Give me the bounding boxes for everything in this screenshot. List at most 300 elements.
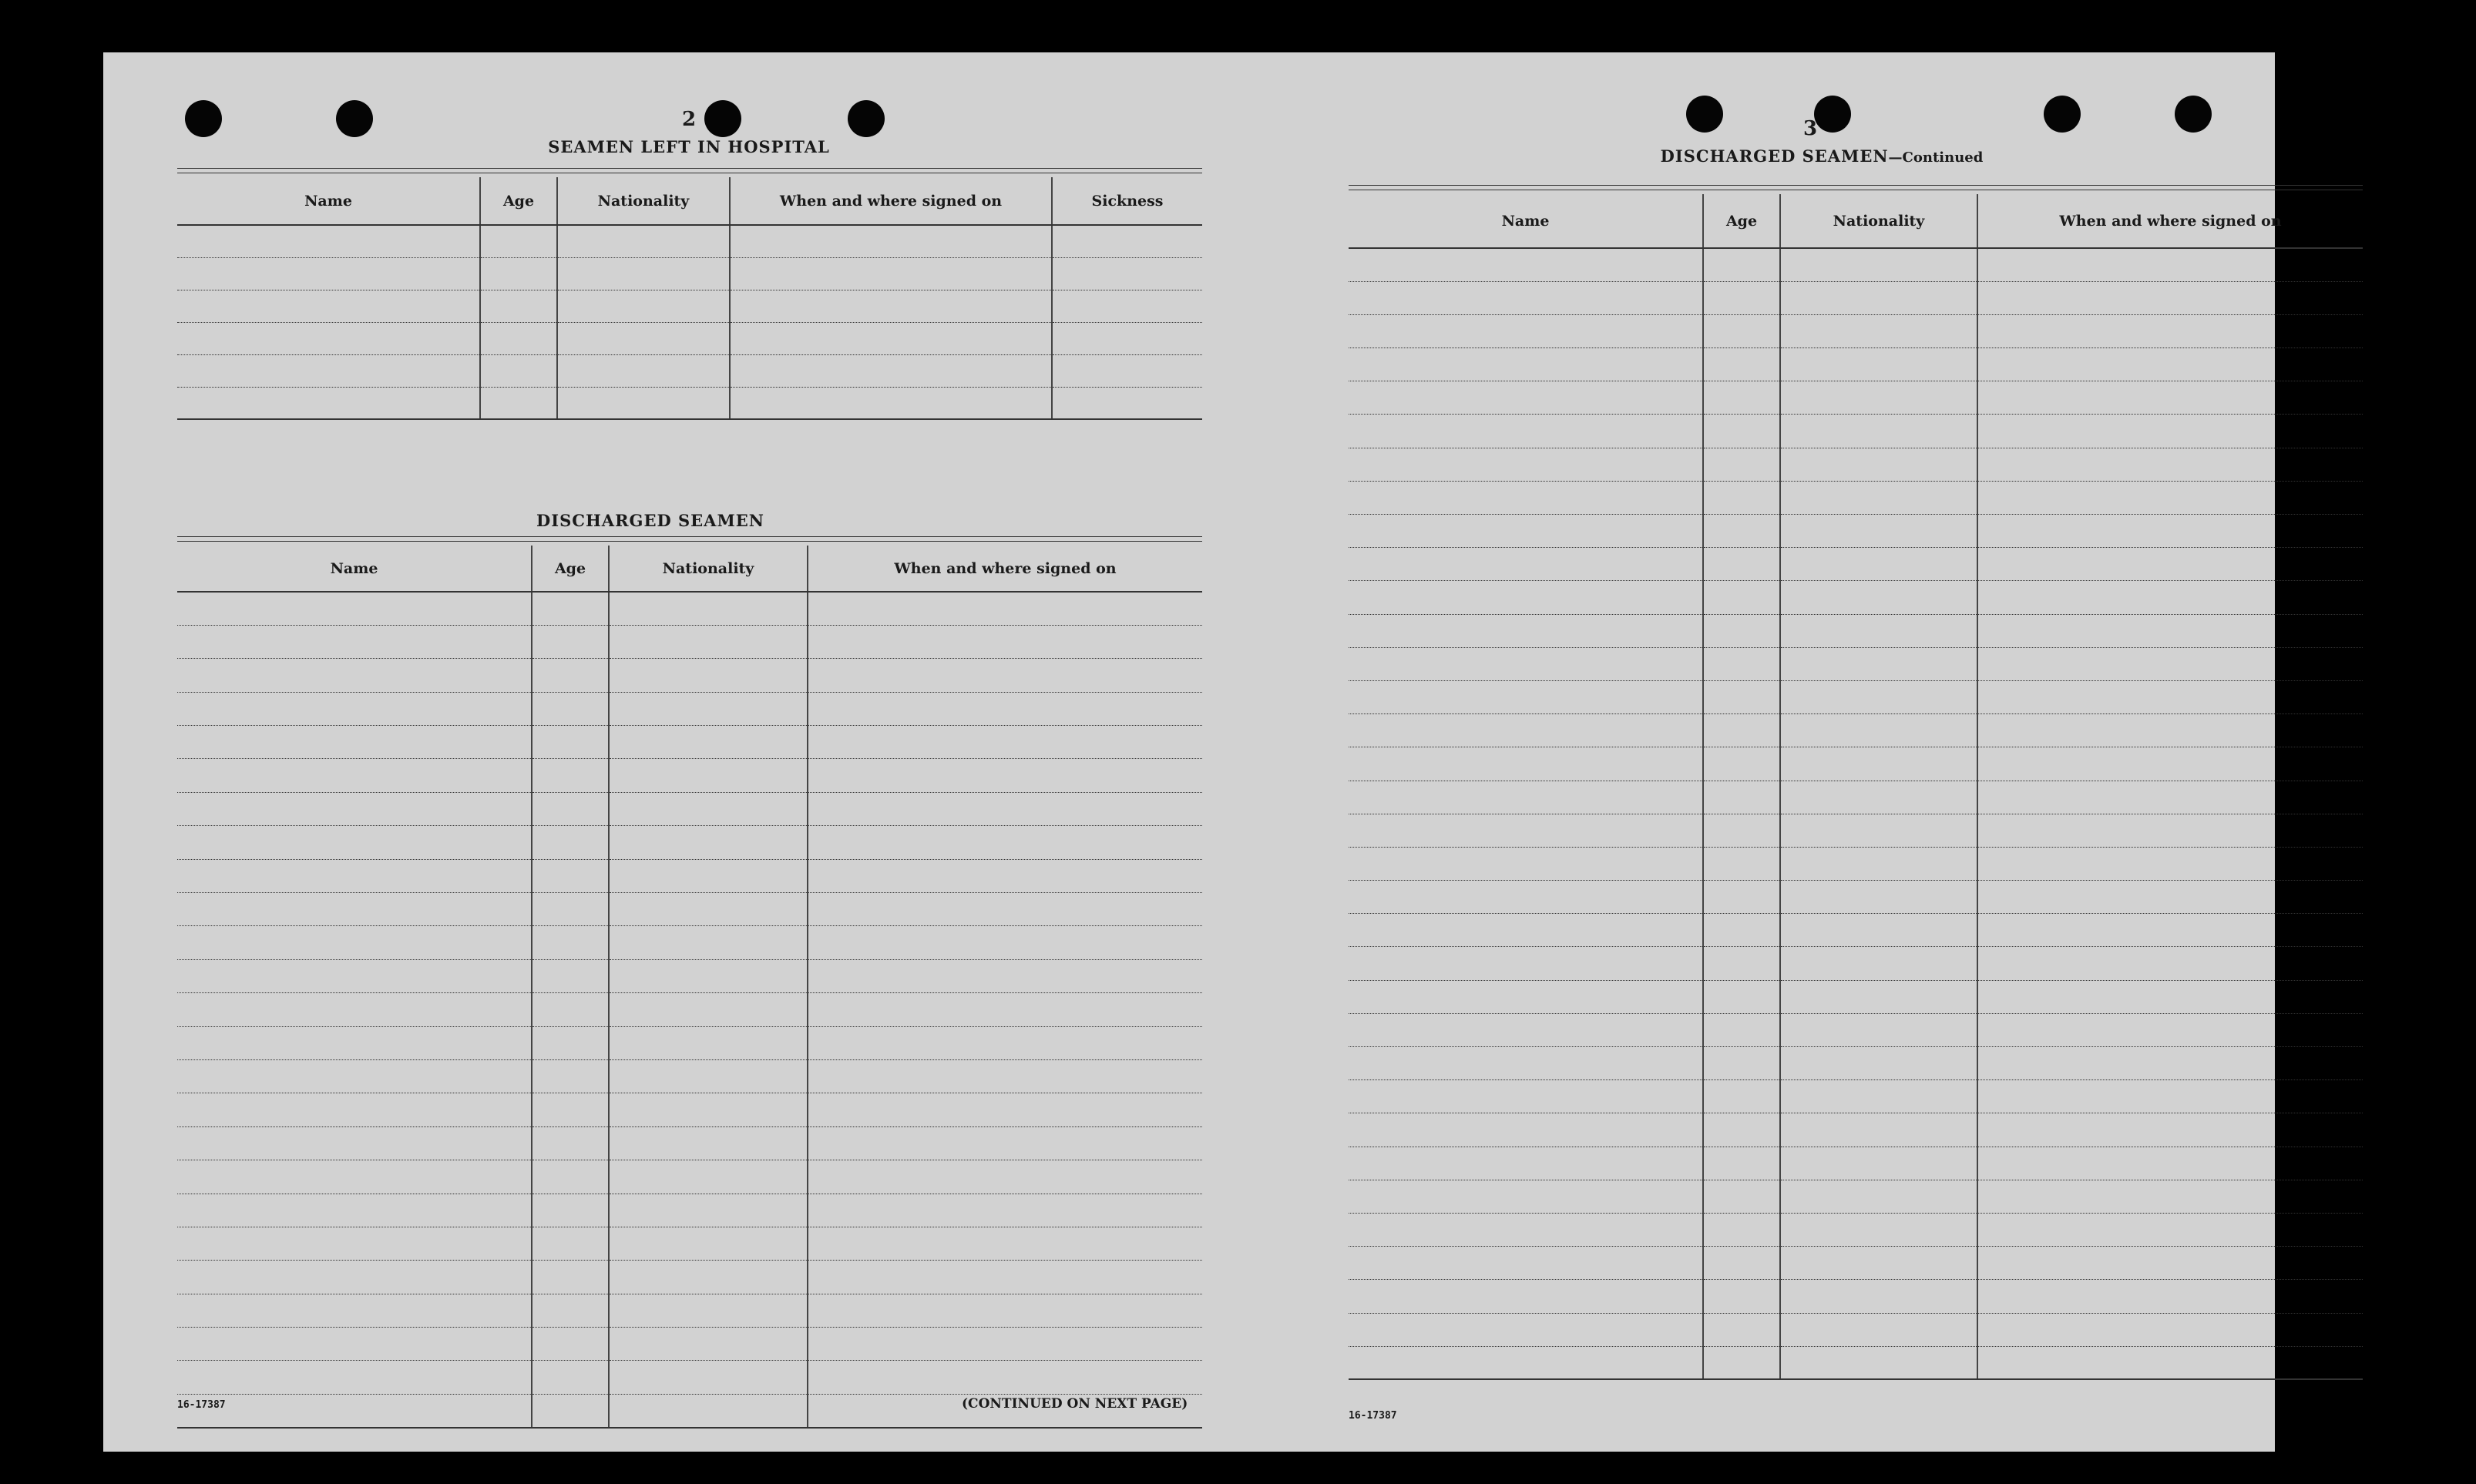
blank-cell (1780, 1180, 1977, 1213)
blank-cell (1349, 515, 1703, 548)
table-row (177, 859, 1202, 892)
blank-cell (1349, 1280, 1703, 1313)
blank-cell (808, 625, 1202, 658)
blank-cell (480, 257, 557, 290)
blank-cell (730, 257, 1052, 290)
blank-cell (609, 959, 808, 992)
blank-cell (177, 1227, 532, 1260)
blank-cell (480, 290, 557, 322)
blank-cell (1977, 1280, 2363, 1313)
table-row (177, 826, 1202, 859)
blank-cell (808, 826, 1202, 859)
blank-cell (1977, 1180, 2363, 1213)
table-row (1349, 381, 2363, 415)
blank-cell (532, 993, 609, 1026)
table-row (177, 1227, 1202, 1260)
table-row (177, 759, 1202, 792)
table-row (1349, 781, 2363, 814)
blank-cell (1780, 614, 1977, 647)
blank-cell (1349, 881, 1703, 914)
column-header-name: Name (1349, 194, 1703, 248)
blank-cell (1780, 581, 1977, 614)
table-row (1349, 847, 2363, 880)
continued-note: (CONTINUED ON NEXT PAGE) (962, 1396, 1188, 1412)
blank-cell (1977, 1013, 2363, 1046)
table-row (1349, 881, 2363, 914)
table-row (177, 792, 1202, 825)
blank-cell (808, 792, 1202, 825)
table-row (1349, 680, 2363, 713)
blank-cell (1349, 1013, 1703, 1046)
blank-cell (1780, 381, 1977, 415)
table-row (1349, 747, 2363, 781)
blank-cell (177, 826, 532, 859)
blank-cell (1780, 448, 1977, 481)
blank-cell (1780, 1147, 1977, 1180)
blank-cell (532, 625, 609, 658)
blank-cell (177, 625, 532, 658)
blank-cell (1703, 1080, 1780, 1113)
punch-hole (848, 100, 885, 137)
blank-cell (1703, 1213, 1780, 1246)
table-row (1349, 647, 2363, 680)
table-row (1349, 1346, 2363, 1379)
section-title: DISCHARGED SEAMEN—Continued (1660, 146, 1984, 166)
blank-cell (808, 759, 1202, 792)
blank-cell (532, 1093, 609, 1126)
table-row (1349, 248, 2363, 281)
blank-cell (1349, 581, 1703, 614)
blank-cell (1349, 481, 1703, 514)
blank-cell (177, 290, 480, 322)
blank-cell (1349, 1147, 1703, 1180)
blank-cell (1977, 881, 2363, 914)
table-row (177, 1126, 1202, 1160)
blank-cell (480, 225, 557, 257)
blank-cell (1349, 1213, 1703, 1246)
blank-cell (177, 959, 532, 992)
divider (177, 168, 1202, 169)
blank-cell (1703, 581, 1780, 614)
blank-cell (1780, 914, 1977, 947)
blank-cell (1977, 1346, 2363, 1379)
blank-cell (480, 322, 557, 354)
table-row (1349, 980, 2363, 1013)
column-header-signed-on: When and where signed on (730, 177, 1052, 225)
blank-cell (730, 322, 1052, 354)
blank-cell (1349, 847, 1703, 880)
blank-cell (609, 1194, 808, 1227)
blank-cell (1703, 1113, 1780, 1147)
blank-cell (1977, 1313, 2363, 1346)
blank-cell (1977, 314, 2363, 347)
blank-cell (609, 893, 808, 926)
blank-cell (1780, 714, 1977, 747)
blank-cell (1977, 614, 2363, 647)
column-header-age: Age (1703, 194, 1780, 248)
blank-cell (177, 893, 532, 926)
blank-cell (532, 1394, 609, 1427)
blank-cell (1780, 1013, 1977, 1046)
blank-cell (808, 893, 1202, 926)
blank-cell (808, 1126, 1202, 1160)
blank-cell (808, 1361, 1202, 1394)
blank-cell (177, 1126, 532, 1160)
column-header-signed-on: When and where signed on (808, 546, 1202, 592)
blank-cell (177, 692, 532, 725)
blank-cell (808, 1194, 1202, 1227)
blank-cell (609, 926, 808, 959)
punch-hole (704, 100, 741, 137)
blank-cell (532, 959, 609, 992)
blank-cell (1349, 781, 1703, 814)
divider (177, 536, 1202, 537)
blank-cell (1052, 354, 1202, 387)
table-row (177, 893, 1202, 926)
blank-cell (1052, 322, 1202, 354)
blank-cell (1780, 1047, 1977, 1080)
blank-cell (1703, 515, 1780, 548)
blank-cell (1977, 381, 2363, 415)
blank-cell (1349, 548, 1703, 581)
blank-cell (1780, 947, 1977, 980)
blank-cell (557, 290, 730, 322)
blank-cell (1703, 248, 1780, 281)
blank-cell (1349, 1313, 1703, 1346)
table-row (1349, 814, 2363, 847)
table-row (1349, 448, 2363, 481)
blank-cell (808, 592, 1202, 625)
table-row (1349, 714, 2363, 747)
blank-cell (1780, 1247, 1977, 1280)
table-row (177, 354, 1202, 387)
blank-cell (480, 387, 557, 419)
table-row (177, 993, 1202, 1026)
table-row (1349, 1047, 2363, 1080)
blank-cell (1703, 1013, 1780, 1046)
blank-cell (1703, 947, 1780, 980)
blank-cell (1780, 348, 1977, 381)
blank-cell (1349, 680, 1703, 713)
blank-cell (1780, 281, 1977, 314)
blank-cell (1052, 290, 1202, 322)
blank-cell (808, 1261, 1202, 1294)
blank-cell (1977, 781, 2363, 814)
blank-cell (532, 1227, 609, 1260)
blank-cell (177, 387, 480, 419)
blank-cell (557, 225, 730, 257)
blank-cell (532, 1261, 609, 1294)
blank-cell (177, 1160, 532, 1194)
blank-cell (1780, 314, 1977, 347)
blank-cell (177, 926, 532, 959)
punch-hole (1686, 96, 1723, 133)
blank-cell (1349, 415, 1703, 448)
blank-cell (177, 354, 480, 387)
blank-cell (609, 1261, 808, 1294)
blank-cell (1977, 747, 2363, 781)
table-row (1349, 314, 2363, 347)
blank-cell (609, 859, 808, 892)
blank-cell (609, 993, 808, 1026)
table-row (177, 290, 1202, 322)
table-row (1349, 1080, 2363, 1113)
blank-cell (1052, 257, 1202, 290)
punch-hole (336, 100, 373, 137)
section-title: DISCHARGED SEAMEN (536, 511, 764, 530)
table-row (177, 726, 1202, 759)
blank-cell (177, 592, 532, 625)
blank-cell (1780, 881, 1977, 914)
blank-cell (808, 1227, 1202, 1260)
table-row (177, 692, 1202, 725)
blank-cell (177, 1093, 532, 1126)
blank-cell (1703, 614, 1780, 647)
blank-cell (730, 225, 1052, 257)
table-row (1349, 1180, 2363, 1213)
column-header-name: Name (177, 546, 532, 592)
blank-cell (1703, 1180, 1780, 1213)
blank-cell (177, 726, 532, 759)
blank-cell (609, 1093, 808, 1126)
blank-cell (532, 759, 609, 792)
blank-cell (1977, 914, 2363, 947)
blank-cell (1703, 1147, 1780, 1180)
blank-cell (1703, 781, 1780, 814)
blank-cell (1703, 980, 1780, 1013)
blank-cell (1703, 381, 1780, 415)
table-row (1349, 1113, 2363, 1147)
blank-cell (609, 692, 808, 725)
blank-cell (532, 1026, 609, 1059)
blank-cell (1703, 448, 1780, 481)
blank-cell (1703, 847, 1780, 880)
blank-cell (1780, 980, 1977, 1013)
table-row (1349, 415, 2363, 448)
blank-cell (808, 859, 1202, 892)
table-row (177, 1026, 1202, 1059)
table-row (1349, 1313, 2363, 1346)
column-header-sickness: Sickness (1052, 177, 1202, 225)
blank-cell (808, 726, 1202, 759)
blank-cell (532, 1328, 609, 1361)
blank-cell (177, 1261, 532, 1294)
divider (1349, 185, 2363, 186)
blank-cell (1780, 680, 1977, 713)
blank-cell (1703, 281, 1780, 314)
blank-cell (730, 290, 1052, 322)
blank-cell (532, 792, 609, 825)
blank-cell (1349, 947, 1703, 980)
blank-cell (532, 1294, 609, 1327)
blank-cell (609, 826, 808, 859)
blank-cell (609, 1328, 808, 1361)
blank-cell (532, 1194, 609, 1227)
blank-cell (808, 1294, 1202, 1327)
blank-cell (1780, 1113, 1977, 1147)
continued-table (1349, 194, 2363, 1380)
blank-cell (1977, 1080, 2363, 1113)
table-row (177, 1328, 1202, 1361)
blank-cell (1703, 647, 1780, 680)
blank-cell (1780, 1280, 1977, 1313)
table-row (1349, 515, 2363, 548)
hospital-table (177, 177, 1202, 420)
blank-cell (609, 592, 808, 625)
blank-cell (177, 1026, 532, 1059)
blank-cell (177, 1328, 532, 1361)
punch-hole (2175, 96, 2212, 133)
blank-cell (1349, 747, 1703, 781)
blank-cell (808, 692, 1202, 725)
blank-cell (609, 759, 808, 792)
blank-cell (557, 257, 730, 290)
blank-cell (1349, 1080, 1703, 1113)
blank-cell (1349, 314, 1703, 347)
blank-cell (177, 1394, 532, 1427)
blank-cell (1977, 581, 2363, 614)
table-row (177, 257, 1202, 290)
blank-cell (1349, 248, 1703, 281)
blank-cell (1977, 481, 2363, 514)
blank-cell (1780, 1213, 1977, 1246)
table-row (1349, 348, 2363, 381)
table-row (1349, 614, 2363, 647)
blank-cell (1977, 348, 2363, 381)
blank-cell (1780, 747, 1977, 781)
blank-cell (1780, 847, 1977, 880)
column-header-nationality: Nationality (1780, 194, 1977, 248)
blank-cell (1977, 1047, 2363, 1080)
blank-cell (1349, 614, 1703, 647)
column-header-nationality: Nationality (557, 177, 730, 225)
blank-cell (532, 1160, 609, 1194)
blank-cell (609, 1294, 808, 1327)
blank-cell (609, 1059, 808, 1093)
blank-cell (1703, 1346, 1780, 1379)
blank-cell (1703, 680, 1780, 713)
table-row (177, 625, 1202, 658)
blank-cell (1780, 781, 1977, 814)
blank-cell (1703, 914, 1780, 947)
blank-cell (1349, 814, 1703, 847)
blank-cell (1977, 1113, 2363, 1147)
blank-cell (1349, 980, 1703, 1013)
blank-cell (609, 1227, 808, 1260)
blank-cell (1052, 225, 1202, 257)
blank-cell (1977, 1247, 2363, 1280)
table-row (1349, 1280, 2363, 1313)
blank-cell (1052, 387, 1202, 419)
blank-cell (609, 659, 808, 692)
table-row (177, 592, 1202, 625)
blank-cell (177, 659, 532, 692)
table-row (177, 1261, 1202, 1294)
form-number: 16-17387 (177, 1399, 226, 1411)
punch-hole (185, 100, 222, 137)
blank-cell (177, 1194, 532, 1227)
blank-cell (1349, 1180, 1703, 1213)
blank-cell (1349, 281, 1703, 314)
blank-cell (1703, 415, 1780, 448)
table-row (1349, 281, 2363, 314)
blank-cell (1703, 747, 1780, 781)
blank-cell (1780, 415, 1977, 448)
blank-cell (1780, 248, 1977, 281)
table-row (1349, 1247, 2363, 1280)
blank-cell (177, 1361, 532, 1394)
blank-cell (557, 387, 730, 419)
blank-cell (532, 659, 609, 692)
table-row (177, 959, 1202, 992)
blank-cell (730, 354, 1052, 387)
blank-cell (557, 354, 730, 387)
blank-cell (557, 322, 730, 354)
table-row (177, 1059, 1202, 1093)
blank-cell (1977, 980, 2363, 1013)
blank-cell (1780, 1080, 1977, 1113)
blank-cell (1349, 1346, 1703, 1379)
blank-cell (1780, 647, 1977, 680)
blank-cell (1703, 1313, 1780, 1346)
blank-cell (1977, 714, 2363, 747)
table-row (1349, 914, 2363, 947)
blank-cell (1977, 947, 2363, 980)
blank-cell (532, 926, 609, 959)
blank-cell (1703, 814, 1780, 847)
blank-cell (1703, 481, 1780, 514)
blank-cell (1703, 548, 1780, 581)
blank-cell (808, 659, 1202, 692)
page-number: 3 (1802, 117, 1818, 140)
section-title: SEAMEN LEFT IN HOSPITAL (548, 137, 830, 156)
table-row (177, 1093, 1202, 1126)
table-row (1349, 481, 2363, 514)
blank-cell (177, 1059, 532, 1093)
table-row (177, 1361, 1202, 1394)
blank-cell (1780, 548, 1977, 581)
blank-cell (177, 759, 532, 792)
blank-cell (177, 322, 480, 354)
blank-cell (532, 592, 609, 625)
blank-cell (609, 1126, 808, 1160)
blank-cell (808, 1328, 1202, 1361)
blank-cell (808, 1160, 1202, 1194)
blank-cell (532, 859, 609, 892)
table-row (1349, 1147, 2363, 1180)
discharged-table (177, 546, 1202, 1429)
blank-cell (1977, 814, 2363, 847)
blank-cell (1977, 1147, 2363, 1180)
blank-cell (1703, 1247, 1780, 1280)
table-row (177, 225, 1202, 257)
blank-cell (1349, 381, 1703, 415)
blank-cell (1349, 714, 1703, 747)
blank-cell (1349, 914, 1703, 947)
blank-cell (1977, 548, 2363, 581)
blank-cell (808, 1093, 1202, 1126)
blank-cell (609, 792, 808, 825)
blank-cell (808, 1059, 1202, 1093)
blank-cell (1703, 314, 1780, 347)
form-number: 16-17387 (1349, 1410, 1397, 1422)
blank-cell (1780, 1313, 1977, 1346)
blank-cell (1977, 281, 2363, 314)
blank-cell (609, 1394, 808, 1427)
blank-cell (1349, 448, 1703, 481)
column-header-age: Age (480, 177, 557, 225)
blank-cell (1780, 481, 1977, 514)
